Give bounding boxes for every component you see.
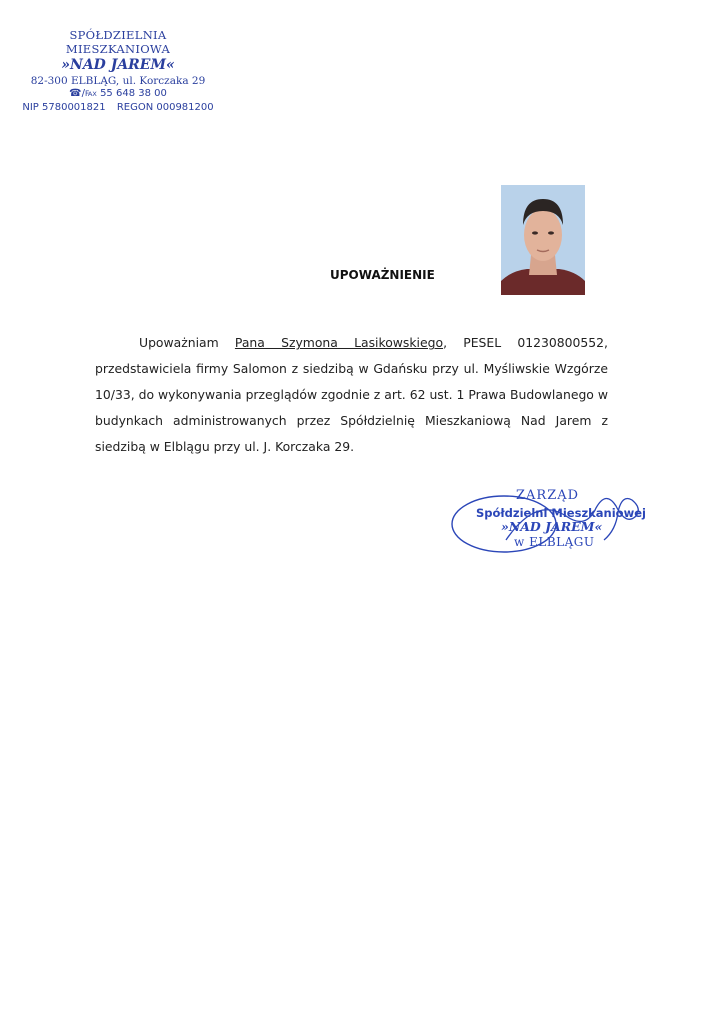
body-text: , PESEL 01230800552, przedstawiciela firmy Salomon z siedzibą w Gdańsku przy ul. Myśliwskie Wzgórze 10/33, do wykonywania przeglądów zgodnie z art. 62 ust. 1 Prawa Budowlanego w budynkach administrowanych przez Spółdzielnię Mieszkaniową Nad Jarem z siedzibą w Elblągu przy ul. J. Korczaka 29.	[95, 335, 608, 455]
regon-number: REGON 000981200	[116, 102, 214, 113]
document-title: UPOWAŻNIENIE	[330, 268, 435, 282]
cooperative-phone: ☎/℻ 55 648 38 00	[69, 88, 167, 99]
authorization-text	[95, 330, 608, 460]
stamp-line-2: Spółdzielni Mieszkaniowej	[476, 506, 646, 520]
board-stamp	[446, 486, 644, 556]
cooperative-brand: »NAD JAREM«	[61, 57, 175, 73]
stamp-line-4: w ELBLĄGU	[514, 535, 595, 549]
intro-text: Upoważniam	[139, 335, 235, 351]
portrait-photo	[501, 185, 585, 295]
stamp-line-1: ZARZĄD	[516, 488, 580, 503]
portrait-icon	[501, 185, 585, 295]
stamp-line-3: »NAD JAREM«	[501, 519, 603, 534]
cooperative-address: 82-300 ELBLĄG, ul. Korczaka 29	[30, 75, 206, 87]
letterhead	[18, 28, 218, 113]
cooperative-name: SPÓŁDZIELNIA MIESZKANIOWA	[65, 28, 171, 56]
cooperative-ids	[18, 102, 218, 113]
nip-number: NIP 5780001821	[22, 102, 106, 113]
authorized-person: Pana Szymona Lasikowskiego	[234, 335, 444, 351]
